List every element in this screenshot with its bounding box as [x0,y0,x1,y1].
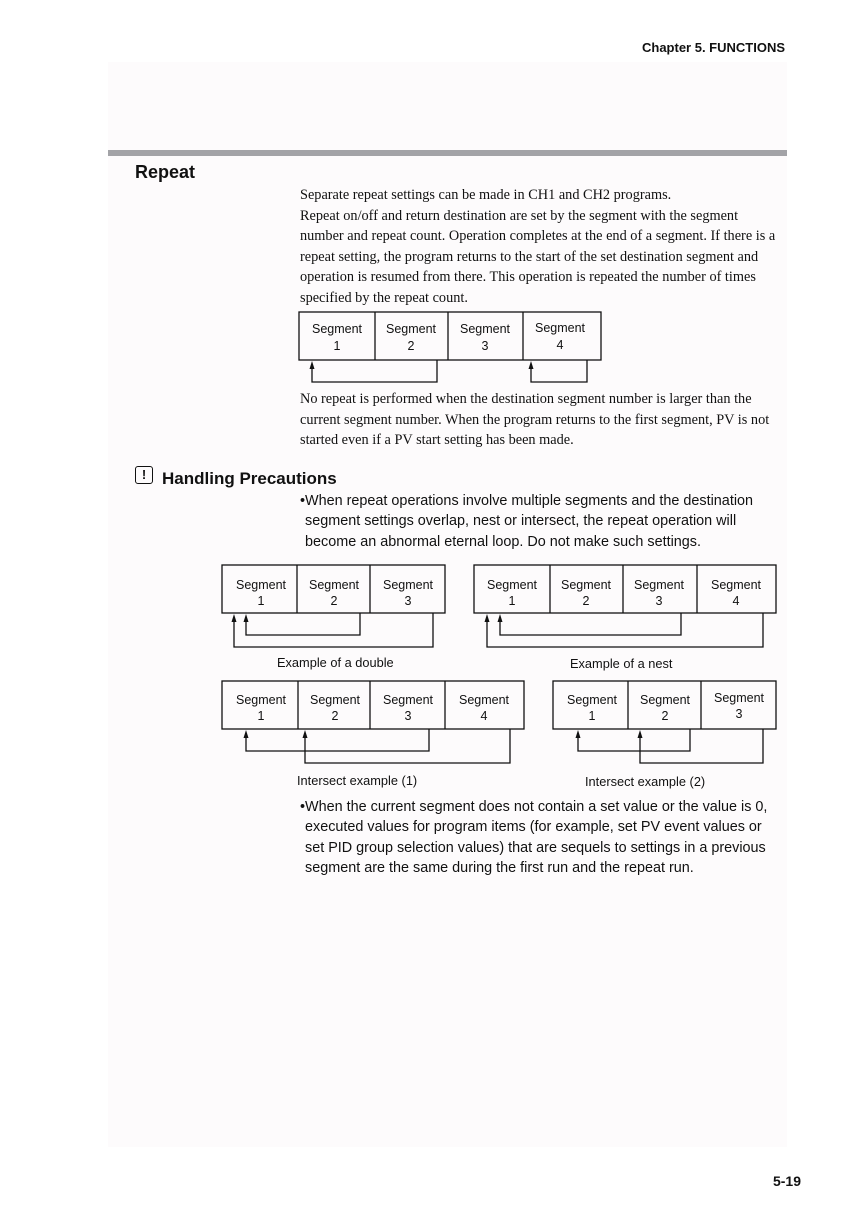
segment-number: 4 [556,338,564,352]
page-number: 5-19 [772,1173,801,1189]
repeat-diagram [299,312,604,388]
arrowhead [529,361,534,369]
text-line: repeat setting, the program returns to the start of the set destination segment and [300,248,759,265]
return-arrow-line [578,729,690,751]
return-arrow-line [246,729,429,751]
double-example-diagram [222,565,448,651]
arrowhead [303,730,308,738]
nest-example-diagram [474,565,780,651]
text-line: current segment number. When the program returns to the first segment, PV is not [300,411,770,428]
text-line: segment settings overlap, nest or intersect, the repeat operation will [305,513,737,530]
repeat-intro-paragraph [300,185,790,309]
segment-number: 2 [661,709,669,723]
text-line: become an abnormal eternal loop. Do not make such settings. [305,533,701,550]
segment-number: 2 [330,594,338,608]
segment-label: Segment [309,693,361,707]
text-line: operation is resumed from there. This operation is repeated the number of times [300,269,756,286]
text-line: executed values for program items (for example, set PV event values or [305,819,762,836]
segment-label: Segment [382,578,434,592]
text-line: number and repeat count. Operation completes at the end of a segment. If there is a [300,228,776,245]
text-line: Separate repeat settings can be made in CH1 and CH2 programs. [300,187,672,203]
segment-label: Segment [534,321,586,335]
segment-label: Segment [560,578,612,592]
segment-label: Segment [566,693,618,707]
segment-label: Segment [459,322,511,336]
segment-number: 3 [404,594,412,608]
repeat-note-paragraph [300,389,790,451]
segment-number: 3 [481,339,489,353]
segment-label: Segment [235,578,287,592]
arrowhead [576,730,581,738]
section-heading-repeat: Repeat [135,162,196,182]
segment-box [299,312,601,360]
arrowhead [310,361,315,369]
arrowhead [638,730,643,738]
segment-number: 1 [257,709,265,723]
intersect-example-1-caption: Intersect example (1) [297,773,418,788]
segment-number: 3 [735,707,743,721]
text-line: No repeat is performed when the destination segment number is larger than the [300,391,752,407]
segment-number: 3 [404,709,412,723]
chapter-header: Chapter 5. FUNCTIONS [641,40,785,55]
segment-number: 1 [257,594,265,608]
section-rule [108,150,787,156]
segment-label: Segment [458,693,510,707]
text-line: •When the current segment does not contain a set value or the value is 0, [300,799,768,815]
heading-text: Handling Precautions [162,469,337,488]
return-arrow-line [640,729,763,763]
segment-label: Segment [308,578,360,592]
precaution-bullet-2 [300,797,780,879]
return-arrow-line [305,729,510,763]
arrowhead [244,614,249,622]
segment-number: 3 [655,594,663,608]
return-arrow-line [487,613,763,647]
segment-number: 1 [508,594,516,608]
segment-number: 1 [588,709,596,723]
segment-label: Segment [311,322,363,336]
segment-label: Segment [385,322,437,336]
nest-example-caption: Example of a nest [570,656,673,671]
text-line: •When repeat operations involve multiple segments and the destination [300,493,754,509]
text-line: set PID group selection values) that are sequels to settings in a previous [305,839,766,856]
segment-number: 1 [333,339,341,353]
segment-label: Segment [486,578,538,592]
segment-label: Segment [710,578,762,592]
text-line: Repeat on/off and return destination are set by the segment with the segment [300,207,739,224]
arrowhead [498,614,503,622]
segment-number: 4 [480,709,488,723]
segment-number: 2 [331,709,339,723]
segment-number: 4 [732,594,740,608]
segment-label: Segment [713,691,765,705]
text-line: segment are the same during the first run and the repeat run. [305,860,694,877]
return-arrow-line [246,613,360,635]
return-arrow-line [531,360,587,382]
text-line: specified by the repeat count. [300,289,468,306]
double-example-caption: Example of a double [277,655,394,670]
precaution-bullet-1 [300,491,780,552]
arrowhead [232,614,237,622]
segment-label: Segment [235,693,287,707]
intersect-example-1-diagram [222,681,528,767]
return-arrow-line [234,613,433,647]
intersect-example-2-diagram [553,681,781,767]
arrowhead [485,614,490,622]
segment-label: Segment [382,693,434,707]
text-line: started even if a PV start setting has been made. [300,432,574,449]
return-arrow-line [312,360,437,382]
segment-label: Segment [639,693,691,707]
segment-number: 2 [407,339,415,353]
exclamation-box-icon: ! [135,466,153,484]
segment-label: Segment [633,578,685,592]
arrowhead [244,730,249,738]
intersect-example-2-caption: Intersect example (2) [585,774,706,789]
return-arrow-line [500,613,681,635]
segment-number: 2 [582,594,590,608]
